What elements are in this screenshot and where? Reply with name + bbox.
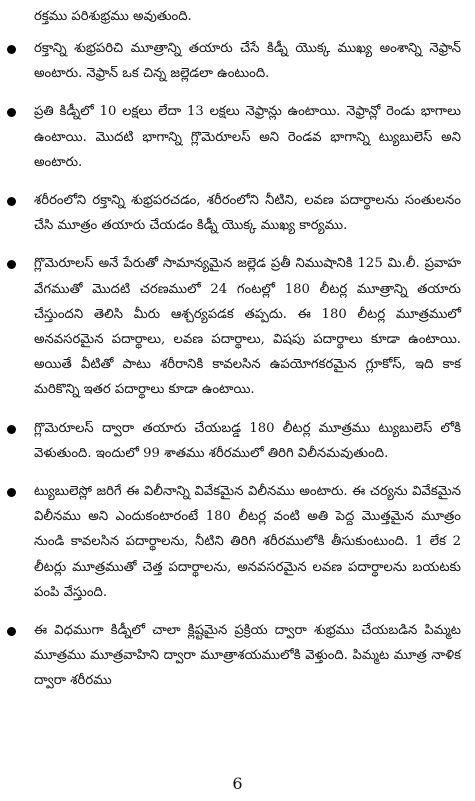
bullet-text: శరీరంలోని రక్తాన్ని శుభ్రపరచడం, శరీరంలోని నీటిని, లవణ పదార్థాలను సంతులనం చేసి మూత్రం తయారు చేయడం కిడ్నీ యొక్క ముఖ్య కార్యము. — [34, 193, 461, 234]
bullet-text: గ్లొమెరూలస్ ద్వారా తయారు చేయబడ్డ 180 లీటర్ల మూత్రము ట్యుబులెస్ లోకి వెళుతుంది. ఇందులో 99 శాతము శరీరములో తిరిగి విలీనమవుతుంది. — [34, 420, 461, 461]
bullet-item-4 — [0, 251, 461, 402]
bullet-dot-icon — [7, 108, 16, 117]
bullet-dot-icon — [7, 260, 16, 269]
bullet-dot-icon — [7, 488, 16, 497]
bullet-text: రక్తాన్ని శుభ్రపరిచి మూత్రాన్ని తయారు చేసే కిడ్నీ యొక్క ముఖ్య అంశాన్ని నెఫ్రాన్ అంటారు. నెఫ్రాన్ ఒక చిన్న జల్లెడలా ఉంటుంది. — [34, 41, 461, 82]
bullet-item-7 — [0, 618, 461, 694]
bullet-text: ట్యుబులెస్లో జరిగే ఈ విలీనాన్ని వివేకమైన విలీనము అంటారు. ఈ చర్యను వివేకమైన విలీనము అని ఎందుకంటారంటే 180 లీటర్ల వంటి అతి పెద్ద మొత్తమైన మూత్రం నుండి కావలసిన పదార్థాలను, నీటిని తిరిగి శరీరములోకి తీసుకుంటుంది. 1 లేక 2 లీటర్లు మూత్రముతో చెత్త పదార్థాలను, అనవసరమైన లవణ పదార్థాలను బయటకు పంపి వేస్తుంది. — [34, 484, 461, 600]
bullet-item-6 — [0, 479, 461, 605]
bullet-dot-icon — [7, 627, 16, 636]
page-number: 6 — [232, 774, 243, 793]
bullet-dot-icon — [7, 197, 16, 206]
bullet-item-1 — [0, 36, 461, 86]
bullet-item-5 — [0, 416, 461, 466]
bullet-list — [0, 36, 461, 707]
bullet-item-2 — [0, 99, 461, 175]
bullet-text: గ్లొమెరూలస్ అనే పేరుతో సామాన్యమైన జల్లెడ ప్రతీ నిముషానికి 125 మి.లీ. ప్రవాహ వేగముతో మొదటి చరణములో 24 గంటల్లో 180 లీటర్ల మూత్రాన్ని తయారు చేస్తుందని తెలిసి మీరు ఆశ్చర్యపడక తప్పదు. ఈ 180 లీటర్ల మూత్రములో అనవసరమైన పదార్థాలు, లవణ పదార్థాలు, విషపు పదార్థాలు కూడా ఉంటాయి. అయితే వీటితో పాటు శరీరానికి కావలసిన ఉపయోగకరమైన గ్లూకోస్, ఇది కాక మరికొన్ని ఇతర పదార్థాలు కూడా ఉంటాయి. — [34, 256, 461, 398]
bullet-text: ప్రతి కిడ్నీలో 10 లక్షలు లేదా 13 లక్షలు నెఫ్రాన్లు ఉంటాయి. నెఫ్రాన్లో రెండు భాగాలు ఉంటాయి. మొదటి భాగాన్ని గ్లొమెరూలస్ అని రెండవ భాగాన్ని ట్యుబులెస్ అని అంటారు. — [34, 104, 461, 170]
bullet-item-3 — [0, 188, 461, 238]
bullet-text: ఈ విధముగా కిడ్నీలో చాలా క్లిష్టమైన ప్రక్రియ ద్వారా శుభ్రము చేయబడిన పిమ్మట మూత్రము మూత్రవాహిని ద్వారా మూత్రాశయములోకి వెళ్తుంది. పిమ్మట మూత్ర నాళిక ద్వారా శరీరము — [34, 623, 461, 689]
intro-text: రక్తము పరిశుభ్రము అవుతుంది. — [34, 9, 192, 24]
bullet-dot-icon — [7, 425, 16, 434]
bullet-dot-icon — [7, 45, 16, 54]
